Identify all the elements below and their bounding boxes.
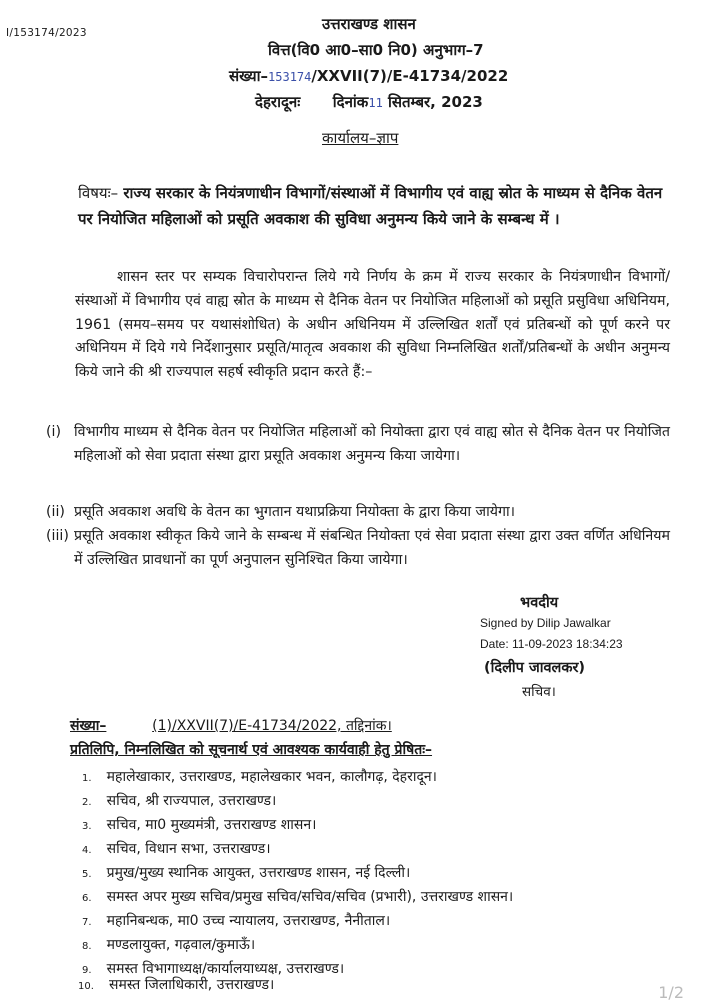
copy-number (70, 716, 392, 735)
list-item (78, 974, 274, 994)
subject (78, 180, 678, 232)
document-number: I/153174/2023 (6, 27, 87, 39)
government-name: उत्तराखण्ड शासन (322, 15, 416, 33)
letter-number (229, 66, 508, 86)
subject-label: विषयः– (78, 184, 119, 202)
list-item-text: महानिबन्धक, मा0 उच्च न्यायालय, उत्तराखण्ड, नैनीताल। (106, 913, 391, 929)
list-item-number: 9. (82, 965, 92, 976)
list-item (82, 886, 513, 906)
department-section: वित्त(वि0 आ0–सा0 नि0) अनुभाग–7 (268, 41, 484, 59)
list-item (82, 790, 276, 810)
handwritten-date: 11 (368, 96, 383, 110)
subject-text: राज्य सरकार के नियंत्रणाधीन विभागों/संस्थाओं में विभागीय एवं वाह्य स्रोत के माध्यम से दैनिक वेतन पर नियोजित महिलाओं को प्रसूति अवकाश की सुविधा अनुमन्य किये जाने के सम्बन्ध में । (78, 184, 663, 228)
list-item-text: सचिव, मा0 मुख्यमंत्री, उत्तराखण्ड शासन। (106, 817, 317, 833)
letter-number-suffix: /XXVII(7)/E-41734/2022 (311, 67, 509, 85)
place-name: देहरादूनः (255, 93, 301, 111)
closing-salutation: भवदीय (520, 595, 559, 611)
list-item-number: 8. (82, 941, 92, 952)
list-item-number: 10. (78, 981, 94, 992)
condition-item (46, 500, 672, 524)
list-item-number: 4. (82, 845, 92, 856)
body-paragraph: शासन स्तर पर सम्यक विचारोपरान्त लिये गये निर्णय के क्रम में राज्य सरकार के नियंत्रणाधीन विभागों/संस्थाओं में विभागीय एवं वाह्य स्रोत के माध्यम से दैनिक वेतन पर नियोजित महिलाओं को प्रसूति प्रसुविधा अधिनियम, 1961 (समय–समय पर यथासंशोधित) के अधीन अधिनियम में उल्लिखित शर्तों एवं प्रतिबन्धों को पूर्ण करने पर अधिनियम में दिये गये निर्देशानुसार प्रसूति/मातृत्व अवकाश की सुविधा निम्नलिखित शर्तों/प्रतिबन्धों के अधीन अनुमन्य किये जाने की श्री राज्यपाल सहर्ष स्वीकृति प्रदान करते हैं:– (75, 269, 670, 381)
condition-item (46, 420, 672, 492)
condition-number: (ii) (46, 504, 65, 520)
signatory-designation: सचिव। (522, 684, 556, 700)
list-item-text: महालेखाकार, उत्तराखण्ड, महालेखकार भवन, कालौगढ़, देहरादून। (106, 769, 437, 785)
condition-text: प्रसूति अवकाश अवधि के वेतन का भुगतान यथाप्रक्रिया नियोक्ता के द्वारा किया जायेगा। (74, 504, 516, 520)
copy-heading-text: प्रतिलिपि, निम्नलिखित को सूचनार्थ एवं आवश्यक कार्यवाही हेतु प्रेषितः– (70, 742, 433, 758)
letter-date (255, 92, 483, 112)
list-item (82, 934, 255, 954)
page-indicator: 1/2 (658, 983, 684, 1002)
handwritten-number: 153174 (268, 70, 312, 84)
date-prefix: दिनांक (332, 93, 369, 111)
list-item-number: 5. (82, 869, 92, 880)
list-item (82, 814, 316, 834)
list-item-text: मण्डलायुक्त, गढ़वाल/कुमाऊँ। (106, 937, 256, 953)
list-item (82, 910, 390, 930)
copy-number-label: संख्या– (70, 718, 107, 734)
condition-item (46, 524, 672, 572)
list-item-number: 7. (82, 917, 92, 928)
condition-text: प्रसूति अवकाश स्वीकृत किये जाने के सम्बन्ध में संबन्धित नियोक्ता एवं सेवा प्रदाता संस्था द्वारा उक्त वर्णित अधिनियम में उल्लिखित प्रावधानों का पूर्ण अनुपालन सुनिश्चित किया जायेगा। (74, 528, 670, 568)
list-item-number: 2. (82, 797, 92, 808)
list-item-text: सचिव, श्री राज्यपाल, उत्तराखण्ड। (106, 793, 277, 809)
condition-number: (iii) (46, 528, 69, 544)
letter-number-prefix: संख्या– (229, 67, 269, 85)
digital-signature-date: Date: 11-09-2023 18:34:23 (480, 637, 623, 651)
office-memo-title: कार्यालय–ज्ञाप (322, 129, 399, 147)
list-item-number: 3. (82, 821, 92, 832)
signatory-name: (दिलीप जावलकर) (484, 660, 586, 676)
condition-number: (i) (46, 424, 62, 440)
date-suffix: सितम्बर, 2023 (388, 93, 483, 111)
list-item-text: सचिव, विधान सभा, उत्तराखण्ड। (106, 841, 271, 857)
list-item-text: प्रमुख/मुख्य स्थानिक आयुक्त, उत्तराखण्ड शासन, नई दिल्ली। (106, 865, 411, 881)
condition-text: विभागीय माध्यम से दैनिक वेतन पर नियोजित महिलाओं को नियोक्ता द्वारा एवं वाह्य स्रोत से दैनिक वेतन पर नियोजित महिलाओं को सेवा प्रदाता संस्था द्वारा प्रसूति अवकाश अनुमन्य किया जायेगा। (74, 424, 670, 464)
list-item (82, 862, 410, 882)
list-item-text: समस्त विभागाध्यक्ष/कार्यालयाध्यक्ष, उत्तराखण्ड। (106, 961, 345, 977)
list-item-number: 6. (82, 893, 92, 904)
digital-signature-name: Signed by Dilip Jawalkar (480, 616, 611, 630)
list-item-number: 1. (82, 773, 92, 784)
copy-number-value: (1)/XXVII(7)/E-41734/2022, तद्दिनांक। (152, 718, 392, 734)
list-item-text: समस्त जिलाधिकारी, उत्तराखण्ड। (109, 977, 275, 993)
list-item-text: समस्त अपर मुख्य सचिव/प्रमुख सचिव/सचिव/सचिव (प्रभारी), उत्तराखण्ड शासन। (106, 889, 514, 905)
copy-heading (70, 740, 432, 759)
list-item (82, 838, 271, 858)
list-item (82, 766, 437, 786)
